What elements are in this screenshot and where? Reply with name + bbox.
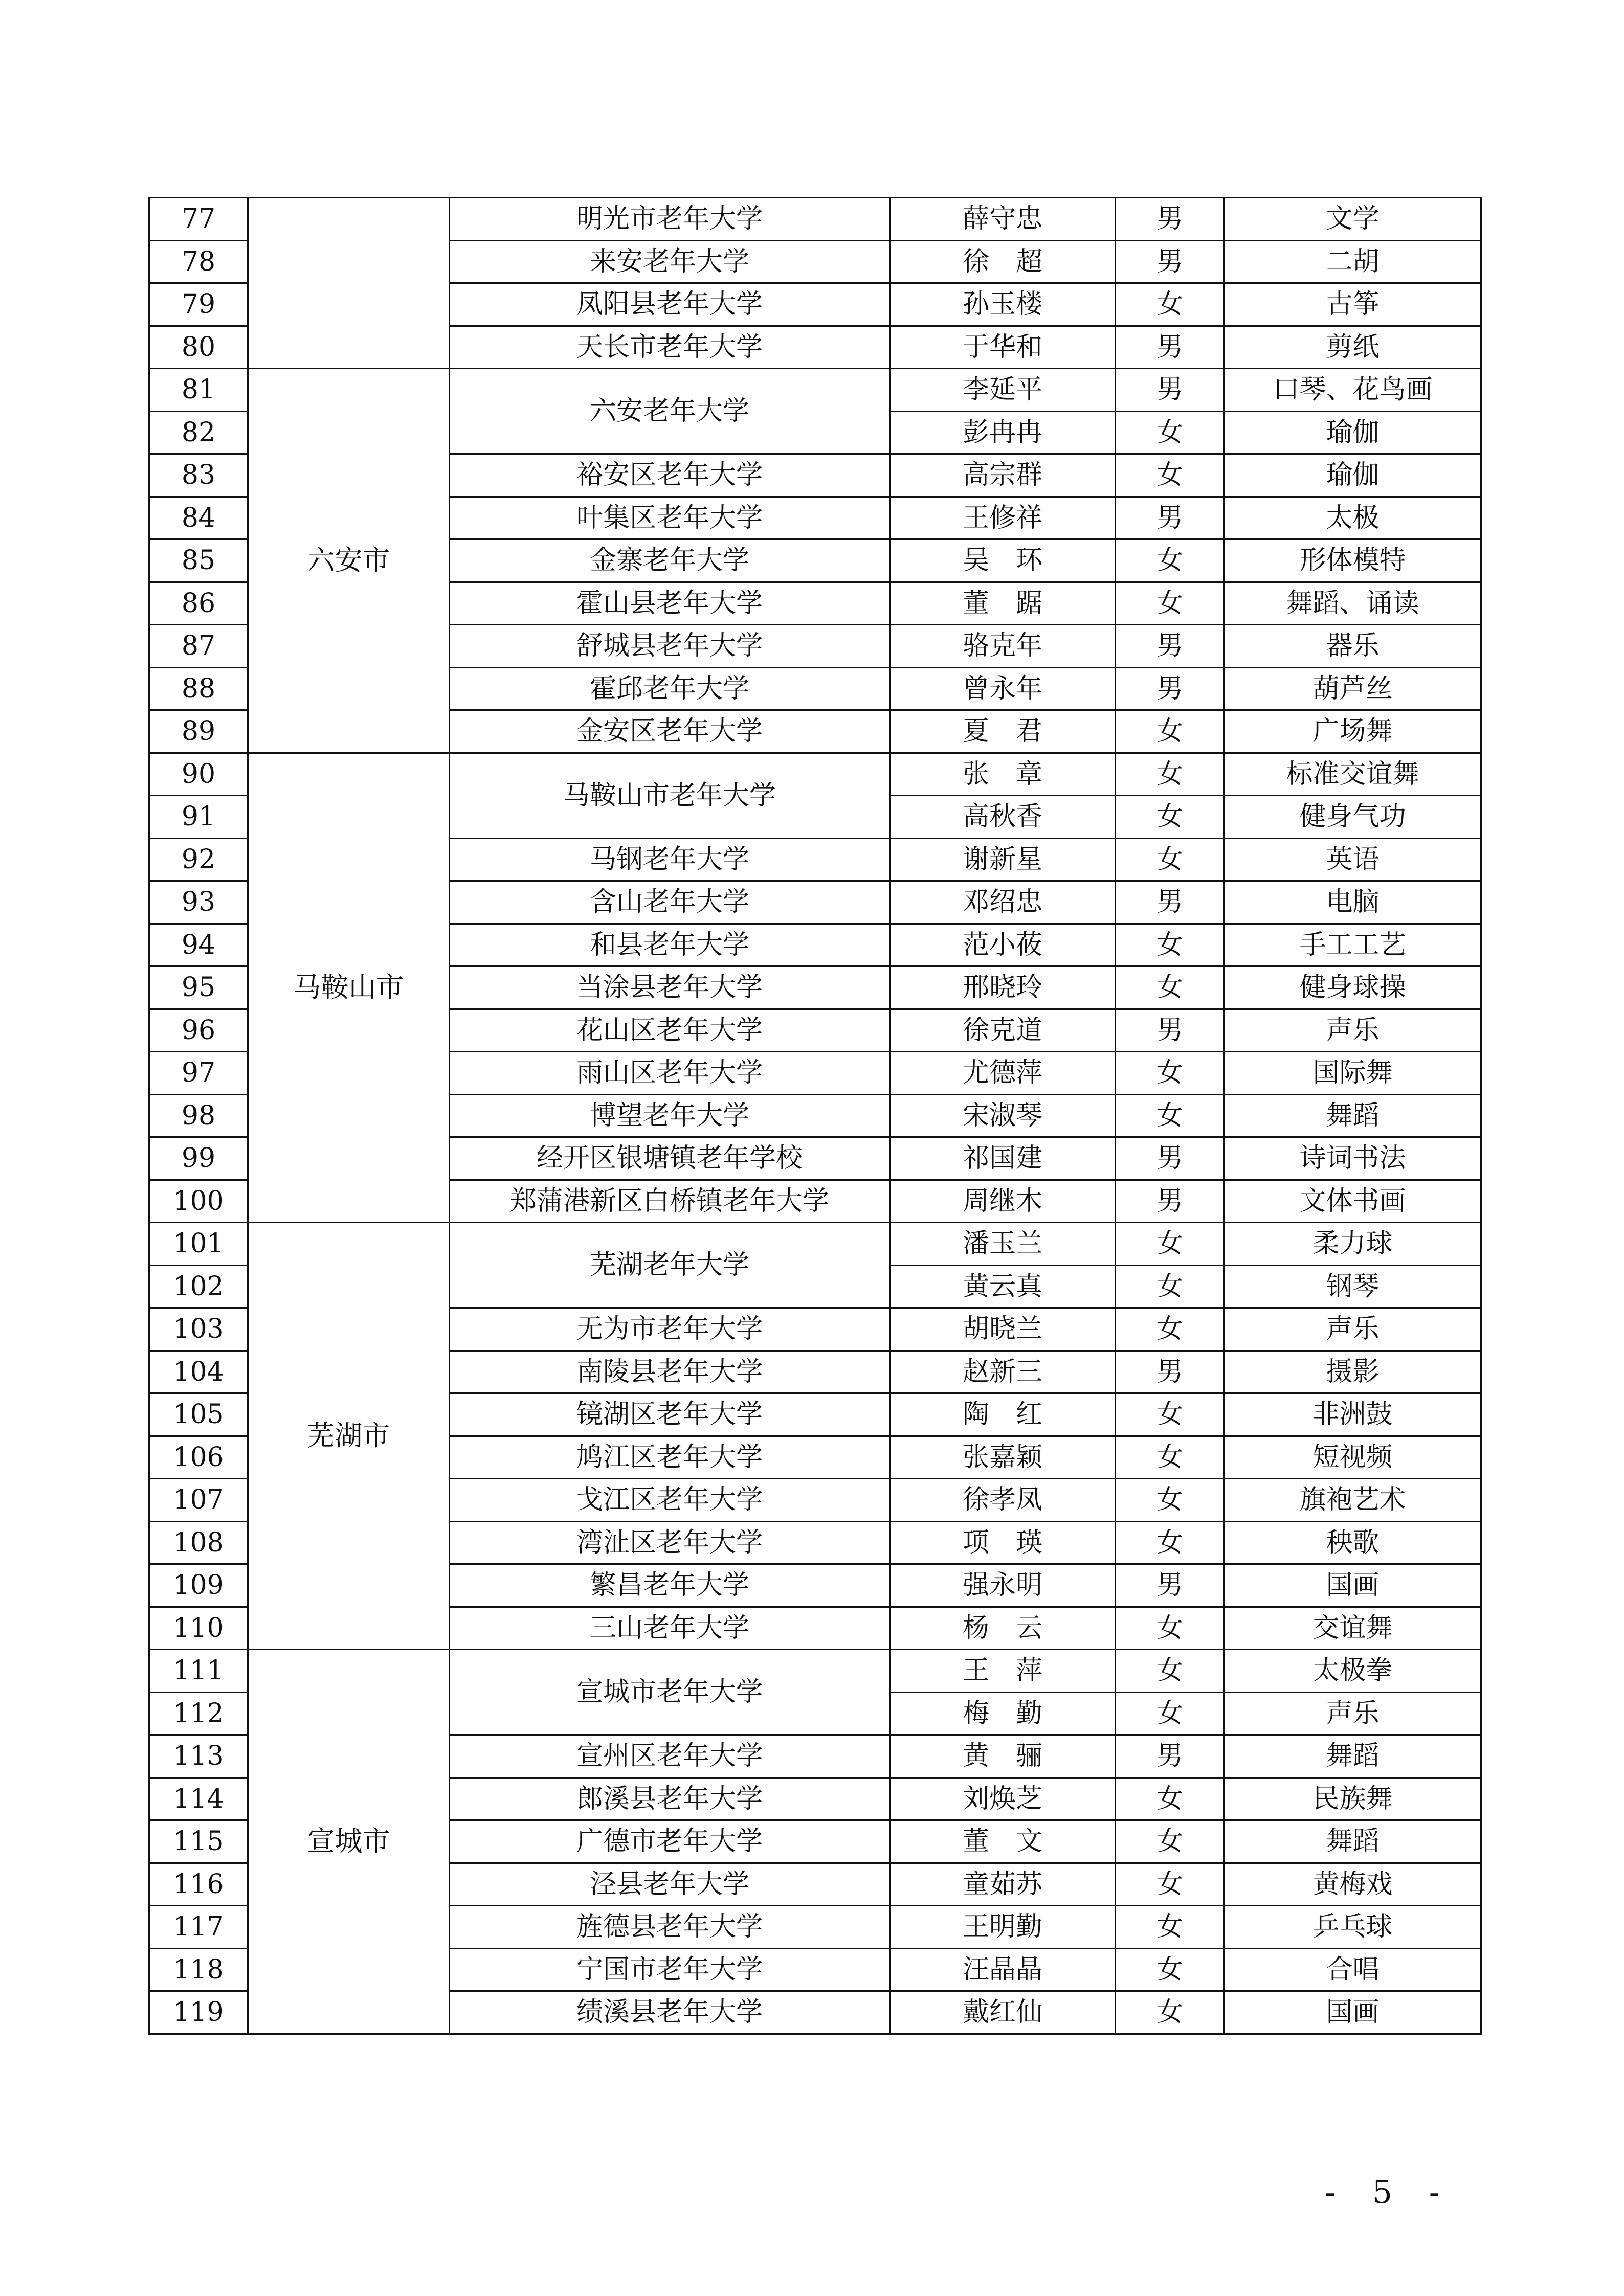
name-cell: 张嘉颖 — [890, 1436, 1116, 1479]
name-cell: 薛守忠 — [890, 198, 1116, 241]
school-cell: 郎溪县老年大学 — [450, 1777, 890, 1820]
gender-cell: 女 — [1116, 924, 1225, 966]
subject-cell: 健身气功 — [1225, 796, 1481, 839]
name-cell: 徐克道 — [890, 1009, 1116, 1052]
gender-cell: 男 — [1116, 881, 1225, 924]
subject-cell: 钢琴 — [1225, 1265, 1481, 1308]
row-number: 84 — [149, 497, 248, 539]
subject-cell: 舞蹈、诵读 — [1225, 582, 1481, 625]
gender-cell: 女 — [1116, 1521, 1225, 1564]
name-cell: 李延平 — [890, 369, 1116, 412]
row-number: 88 — [149, 667, 248, 710]
name-cell: 项 瑛 — [890, 1521, 1116, 1564]
row-number: 102 — [149, 1265, 248, 1308]
subject-cell: 手工工艺 — [1225, 924, 1481, 966]
subject-cell: 广场舞 — [1225, 710, 1481, 753]
name-cell: 陶 红 — [890, 1393, 1116, 1436]
row-number: 118 — [149, 1948, 248, 1991]
school-cell: 当涂县老年大学 — [450, 966, 890, 1009]
subject-cell: 文学 — [1225, 198, 1481, 241]
gender-cell: 女 — [1116, 411, 1225, 454]
gender-cell: 女 — [1116, 966, 1225, 1009]
row-number: 103 — [149, 1308, 248, 1351]
gender-cell: 女 — [1116, 1906, 1225, 1949]
name-cell: 曾永年 — [890, 667, 1116, 710]
name-cell: 童茹苏 — [890, 1863, 1116, 1906]
school-cell: 博望老年大学 — [450, 1094, 890, 1137]
city-cell: 六安市 — [248, 369, 450, 753]
gender-cell: 女 — [1116, 1436, 1225, 1479]
school-cell: 和县老年大学 — [450, 924, 890, 966]
subject-cell: 声乐 — [1225, 1009, 1481, 1052]
school-cell: 舒城县老年大学 — [450, 625, 890, 668]
row-number: 100 — [149, 1180, 248, 1223]
row-number: 97 — [149, 1052, 248, 1095]
subject-cell: 国际舞 — [1225, 1052, 1481, 1095]
school-cell: 宣城市老年大学 — [450, 1650, 890, 1735]
row-number: 90 — [149, 753, 248, 796]
school-cell: 金寨老年大学 — [450, 539, 890, 582]
school-cell: 马鞍山市老年大学 — [450, 753, 890, 838]
name-cell: 邓绍忠 — [890, 881, 1116, 924]
school-cell: 鸠江区老年大学 — [450, 1436, 890, 1479]
row-number: 93 — [149, 881, 248, 924]
subject-cell: 短视频 — [1225, 1436, 1481, 1479]
name-cell: 汪晶晶 — [890, 1948, 1116, 1991]
row-number: 89 — [149, 710, 248, 753]
school-cell: 来安老年大学 — [450, 240, 890, 283]
subject-cell: 健身球操 — [1225, 966, 1481, 1009]
name-cell: 谢新星 — [890, 838, 1116, 881]
subject-cell: 葫芦丝 — [1225, 667, 1481, 710]
page-number: - 5 - — [1325, 2173, 1453, 2211]
school-cell: 花山区老年大学 — [450, 1009, 890, 1052]
city-cell: 芜湖市 — [248, 1223, 450, 1650]
name-cell: 宋淑琴 — [890, 1094, 1116, 1137]
subject-cell: 舞蹈 — [1225, 1735, 1481, 1778]
name-cell: 杨 云 — [890, 1607, 1116, 1650]
row-number: 113 — [149, 1735, 248, 1778]
name-cell: 董 踞 — [890, 582, 1116, 625]
name-cell: 祁国建 — [890, 1137, 1116, 1180]
name-cell: 吴 环 — [890, 539, 1116, 582]
subject-cell: 合唱 — [1225, 1948, 1481, 1991]
row-number: 85 — [149, 539, 248, 582]
name-cell: 刘焕芝 — [890, 1777, 1116, 1820]
gender-cell: 女 — [1116, 796, 1225, 839]
name-cell: 张 章 — [890, 753, 1116, 796]
gender-cell: 女 — [1116, 710, 1225, 753]
row-number: 104 — [149, 1350, 248, 1393]
row-number: 111 — [149, 1650, 248, 1693]
school-cell: 叶集区老年大学 — [450, 497, 890, 539]
gender-cell: 女 — [1116, 1820, 1225, 1863]
table-row — [149, 198, 1481, 241]
table-row — [149, 753, 1481, 796]
gender-cell: 女 — [1116, 838, 1225, 881]
school-cell: 旌德县老年大学 — [450, 1906, 890, 1949]
gender-cell: 女 — [1116, 1265, 1225, 1308]
row-number: 79 — [149, 283, 248, 326]
row-number: 96 — [149, 1009, 248, 1052]
name-cell: 董 文 — [890, 1820, 1116, 1863]
school-cell: 霍邱老年大学 — [450, 667, 890, 710]
gender-cell: 男 — [1116, 240, 1225, 283]
city-cell: 宣城市 — [248, 1650, 450, 2034]
school-cell: 经开区银塘镇老年学校 — [450, 1137, 890, 1180]
name-cell: 于华和 — [890, 326, 1116, 369]
row-number: 83 — [149, 454, 248, 497]
row-number: 77 — [149, 198, 248, 241]
subject-cell: 剪纸 — [1225, 326, 1481, 369]
gender-cell: 女 — [1116, 1607, 1225, 1650]
gender-cell: 男 — [1116, 625, 1225, 668]
row-number: 95 — [149, 966, 248, 1009]
school-cell: 芜湖老年大学 — [450, 1223, 890, 1308]
name-cell: 骆克年 — [890, 625, 1116, 668]
table-row — [149, 1223, 1481, 1266]
gender-cell: 男 — [1116, 326, 1225, 369]
city-cell — [248, 198, 450, 369]
school-cell: 马钢老年大学 — [450, 838, 890, 881]
row-number: 87 — [149, 625, 248, 668]
school-cell: 镜湖区老年大学 — [450, 1393, 890, 1436]
gender-cell: 女 — [1116, 1948, 1225, 1991]
gender-cell: 女 — [1116, 753, 1225, 796]
table-row — [149, 1650, 1481, 1693]
row-number: 82 — [149, 411, 248, 454]
name-cell: 王修祥 — [890, 497, 1116, 539]
gender-cell: 男 — [1116, 1180, 1225, 1223]
school-cell: 繁昌老年大学 — [450, 1564, 890, 1607]
row-number: 101 — [149, 1223, 248, 1266]
subject-cell: 民族舞 — [1225, 1777, 1481, 1820]
subject-cell: 器乐 — [1225, 625, 1481, 668]
name-cell: 黄云真 — [890, 1265, 1116, 1308]
name-cell: 梅 勤 — [890, 1692, 1116, 1735]
name-cell: 赵新三 — [890, 1350, 1116, 1393]
name-cell: 尤德萍 — [890, 1052, 1116, 1095]
row-number: 99 — [149, 1137, 248, 1180]
school-cell: 湾沚区老年大学 — [450, 1521, 890, 1564]
row-number: 80 — [149, 326, 248, 369]
row-number: 81 — [149, 369, 248, 412]
row-number: 107 — [149, 1479, 248, 1522]
subject-cell: 国画 — [1225, 1991, 1481, 2034]
name-cell: 周继木 — [890, 1180, 1116, 1223]
subject-cell: 舞蹈 — [1225, 1820, 1481, 1863]
row-number: 115 — [149, 1820, 248, 1863]
gender-cell: 男 — [1116, 1137, 1225, 1180]
subject-cell: 黄梅戏 — [1225, 1863, 1481, 1906]
name-cell: 彭冉冉 — [890, 411, 1116, 454]
school-cell: 无为市老年大学 — [450, 1308, 890, 1351]
subject-cell: 太极 — [1225, 497, 1481, 539]
name-cell: 黄 骊 — [890, 1735, 1116, 1778]
row-number: 91 — [149, 796, 248, 839]
row-number: 119 — [149, 1991, 248, 2034]
subject-cell: 摄影 — [1225, 1350, 1481, 1393]
school-cell: 郑蒲港新区白桥镇老年大学 — [450, 1180, 890, 1223]
row-number: 114 — [149, 1777, 248, 1820]
row-number: 78 — [149, 240, 248, 283]
subject-cell: 交谊舞 — [1225, 1607, 1481, 1650]
school-cell: 南陵县老年大学 — [450, 1350, 890, 1393]
school-cell: 雨山区老年大学 — [450, 1052, 890, 1095]
subject-cell: 诗词书法 — [1225, 1137, 1481, 1180]
row-number: 117 — [149, 1906, 248, 1949]
gender-cell: 女 — [1116, 1650, 1225, 1693]
school-cell: 金安区老年大学 — [450, 710, 890, 753]
row-number: 92 — [149, 838, 248, 881]
school-cell: 绩溪县老年大学 — [450, 1991, 890, 2034]
row-number: 108 — [149, 1521, 248, 1564]
name-cell: 邢晓玲 — [890, 966, 1116, 1009]
gender-cell: 女 — [1116, 1777, 1225, 1820]
name-cell: 夏 君 — [890, 710, 1116, 753]
school-cell: 广德市老年大学 — [450, 1820, 890, 1863]
row-number: 116 — [149, 1863, 248, 1906]
name-cell: 潘玉兰 — [890, 1223, 1116, 1266]
row-number: 98 — [149, 1094, 248, 1137]
gender-cell: 女 — [1116, 1479, 1225, 1522]
name-cell: 高秋香 — [890, 796, 1116, 839]
city-cell: 马鞍山市 — [248, 753, 450, 1223]
row-number: 109 — [149, 1564, 248, 1607]
subject-cell: 文体书画 — [1225, 1180, 1481, 1223]
school-cell: 含山老年大学 — [450, 881, 890, 924]
school-cell: 裕安区老年大学 — [450, 454, 890, 497]
roster-body — [149, 198, 1481, 2034]
school-cell: 霍山县老年大学 — [450, 582, 890, 625]
row-number: 86 — [149, 582, 248, 625]
subject-cell: 古筝 — [1225, 283, 1481, 326]
row-number: 94 — [149, 924, 248, 966]
school-cell: 宣州区老年大学 — [450, 1735, 890, 1778]
row-number: 110 — [149, 1607, 248, 1650]
gender-cell: 男 — [1116, 1735, 1225, 1778]
school-cell: 三山老年大学 — [450, 1607, 890, 1650]
subject-cell: 口琴、花鸟画 — [1225, 369, 1481, 412]
subject-cell: 形体模特 — [1225, 539, 1481, 582]
gender-cell: 女 — [1116, 454, 1225, 497]
school-cell: 戈江区老年大学 — [450, 1479, 890, 1522]
name-cell: 胡晓兰 — [890, 1308, 1116, 1351]
school-cell: 天长市老年大学 — [450, 326, 890, 369]
gender-cell: 女 — [1116, 283, 1225, 326]
gender-cell: 男 — [1116, 1350, 1225, 1393]
subject-cell: 瑜伽 — [1225, 411, 1481, 454]
school-cell: 凤阳县老年大学 — [450, 283, 890, 326]
school-cell: 六安老年大学 — [450, 369, 890, 454]
subject-cell: 旗袍艺术 — [1225, 1479, 1481, 1522]
subject-cell: 国画 — [1225, 1564, 1481, 1607]
gender-cell: 男 — [1116, 667, 1225, 710]
subject-cell: 瑜伽 — [1225, 454, 1481, 497]
row-number: 106 — [149, 1436, 248, 1479]
name-cell: 王 萍 — [890, 1650, 1116, 1693]
gender-cell: 女 — [1116, 1094, 1225, 1137]
gender-cell: 女 — [1116, 1393, 1225, 1436]
subject-cell: 声乐 — [1225, 1692, 1481, 1735]
gender-cell: 女 — [1116, 539, 1225, 582]
gender-cell: 女 — [1116, 1991, 1225, 2034]
row-number: 105 — [149, 1393, 248, 1436]
gender-cell: 女 — [1116, 1863, 1225, 1906]
gender-cell: 男 — [1116, 1009, 1225, 1052]
gender-cell: 女 — [1116, 1308, 1225, 1351]
subject-cell: 柔力球 — [1225, 1223, 1481, 1266]
name-cell: 王明勤 — [890, 1906, 1116, 1949]
name-cell: 孙玉楼 — [890, 283, 1116, 326]
gender-cell: 女 — [1116, 1052, 1225, 1095]
subject-cell: 二胡 — [1225, 240, 1481, 283]
row-number: 112 — [149, 1692, 248, 1735]
subject-cell: 非洲鼓 — [1225, 1393, 1481, 1436]
name-cell: 高宗群 — [890, 454, 1116, 497]
school-cell: 明光市老年大学 — [450, 198, 890, 241]
roster-table — [148, 197, 1482, 2035]
school-cell: 宁国市老年大学 — [450, 1948, 890, 1991]
gender-cell: 男 — [1116, 497, 1225, 539]
subject-cell: 电脑 — [1225, 881, 1481, 924]
name-cell: 强永明 — [890, 1564, 1116, 1607]
gender-cell: 女 — [1116, 582, 1225, 625]
table-row — [149, 369, 1481, 412]
subject-cell: 标准交谊舞 — [1225, 753, 1481, 796]
name-cell: 徐 超 — [890, 240, 1116, 283]
gender-cell: 男 — [1116, 369, 1225, 412]
school-cell: 泾县老年大学 — [450, 1863, 890, 1906]
subject-cell: 太极拳 — [1225, 1650, 1481, 1693]
subject-cell: 英语 — [1225, 838, 1481, 881]
gender-cell: 男 — [1116, 1564, 1225, 1607]
gender-cell: 女 — [1116, 1692, 1225, 1735]
gender-cell: 男 — [1116, 198, 1225, 241]
subject-cell: 乒乓球 — [1225, 1906, 1481, 1949]
subject-cell: 秧歌 — [1225, 1521, 1481, 1564]
subject-cell: 声乐 — [1225, 1308, 1481, 1351]
gender-cell: 女 — [1116, 1223, 1225, 1266]
name-cell: 徐孝凤 — [890, 1479, 1116, 1522]
subject-cell: 舞蹈 — [1225, 1094, 1481, 1137]
name-cell: 范小莜 — [890, 924, 1116, 966]
name-cell: 戴红仙 — [890, 1991, 1116, 2034]
